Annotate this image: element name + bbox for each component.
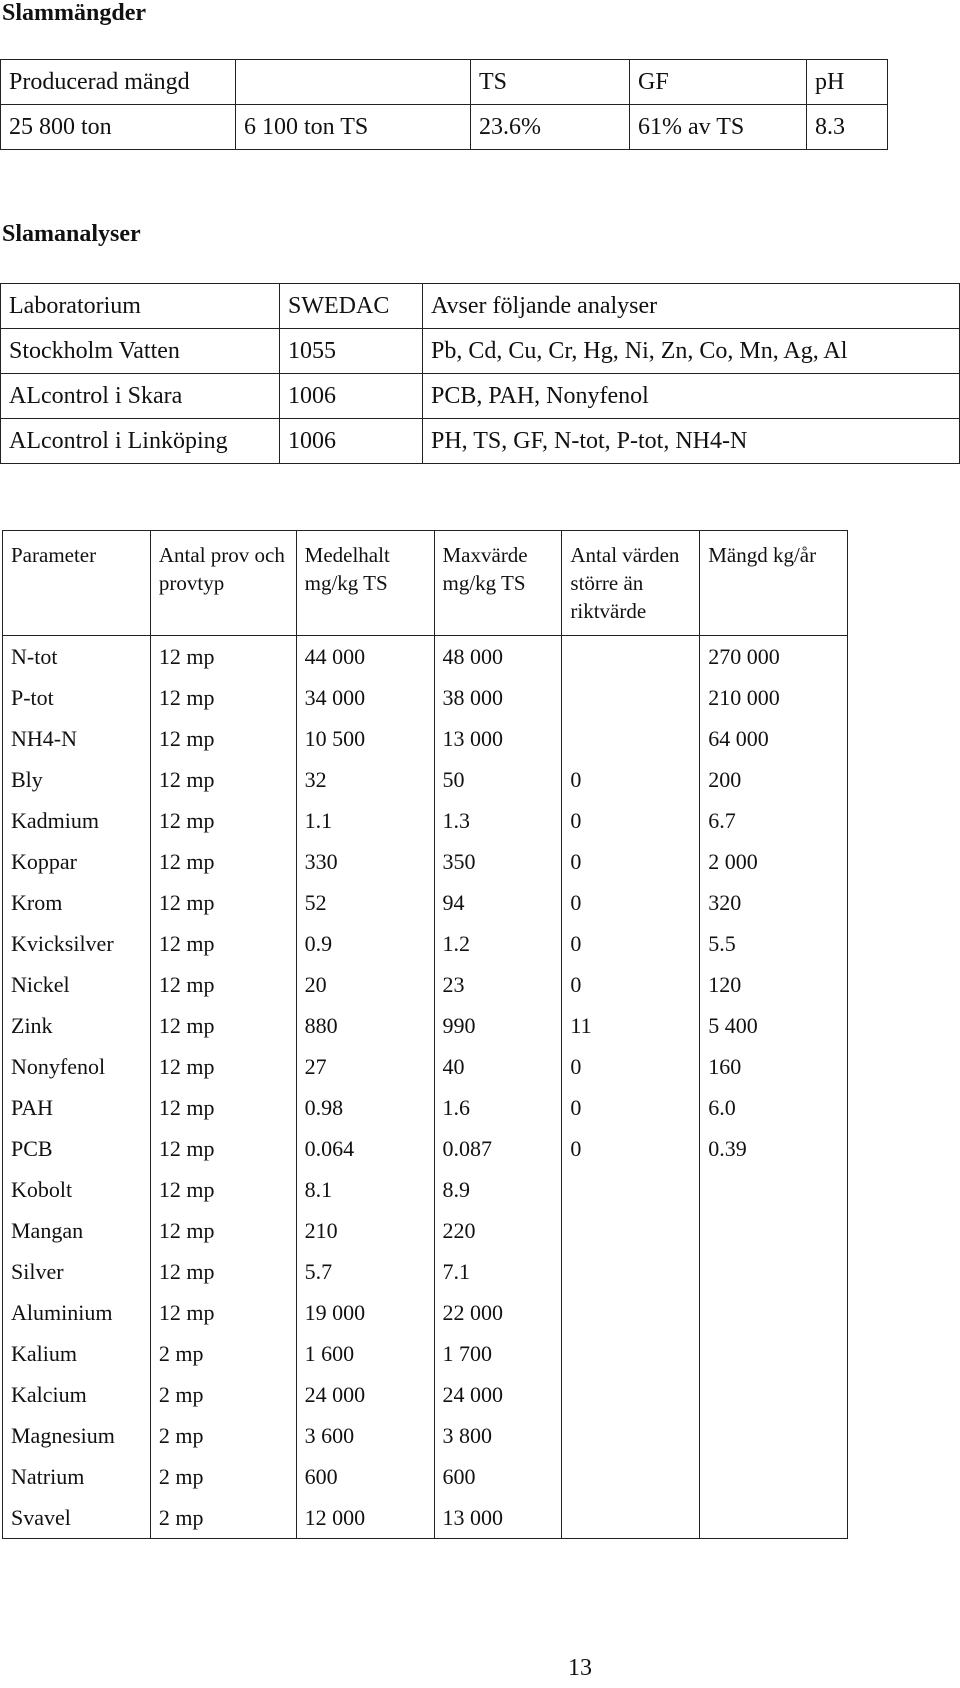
table-cell: 12 mp bbox=[150, 1292, 296, 1333]
table-row bbox=[3, 677, 848, 718]
table-row bbox=[1, 60, 888, 105]
table-cell: 3 800 bbox=[434, 1415, 562, 1456]
table-cell: 5.7 bbox=[296, 1251, 434, 1292]
table-cell bbox=[700, 1497, 848, 1539]
production-table bbox=[0, 59, 888, 150]
table-cell: 6.0 bbox=[700, 1087, 848, 1128]
table-cell: 2 mp bbox=[150, 1497, 296, 1539]
table-cell: 23.6% bbox=[471, 105, 630, 150]
table-row bbox=[3, 636, 848, 678]
table-cell: 38 000 bbox=[434, 677, 562, 718]
table-cell: 12 mp bbox=[150, 1046, 296, 1087]
table-cell bbox=[700, 1169, 848, 1210]
table-cell bbox=[562, 677, 700, 718]
table-cell: 8.9 bbox=[434, 1169, 562, 1210]
table-cell: 2 mp bbox=[150, 1374, 296, 1415]
table-row bbox=[3, 841, 848, 882]
column-header: Mängd kg/år bbox=[700, 531, 848, 636]
table-row bbox=[3, 800, 848, 841]
column-header: Medelhalt mg/kg TS bbox=[296, 531, 434, 636]
table-cell: 1 600 bbox=[296, 1333, 434, 1374]
table-row bbox=[3, 1169, 848, 1210]
table-cell: 24 000 bbox=[434, 1374, 562, 1415]
table-cell: 44 000 bbox=[296, 636, 434, 678]
table-cell bbox=[236, 60, 471, 105]
table-cell bbox=[700, 1456, 848, 1497]
table-cell: 7.1 bbox=[434, 1251, 562, 1292]
table-cell: 24 000 bbox=[296, 1374, 434, 1415]
table-row bbox=[3, 1292, 848, 1333]
table-row bbox=[3, 1415, 848, 1456]
table-cell: SWEDAC bbox=[280, 284, 423, 329]
table-cell bbox=[562, 636, 700, 678]
table-cell: Kalium bbox=[3, 1333, 151, 1374]
table-row bbox=[3, 923, 848, 964]
table-cell: Natrium bbox=[3, 1456, 151, 1497]
table-cell: 600 bbox=[296, 1456, 434, 1497]
table-row bbox=[3, 1005, 848, 1046]
table-cell: 8.1 bbox=[296, 1169, 434, 1210]
table-cell bbox=[562, 1415, 700, 1456]
table-cell: 12 mp bbox=[150, 1128, 296, 1169]
table-cell bbox=[700, 1333, 848, 1374]
table-row bbox=[3, 1128, 848, 1169]
table-cell: 210 000 bbox=[700, 677, 848, 718]
table-cell: 1055 bbox=[280, 329, 423, 374]
table-cell: 3 600 bbox=[296, 1415, 434, 1456]
table-cell: 94 bbox=[434, 882, 562, 923]
table-cell: Nickel bbox=[3, 964, 151, 1005]
table-cell: PH, TS, GF, N-tot, P-tot, NH4-N bbox=[423, 419, 960, 464]
laboratory-table bbox=[0, 283, 960, 464]
table-cell: Koppar bbox=[3, 841, 151, 882]
table-row bbox=[1, 374, 960, 419]
table-cell: 34 000 bbox=[296, 677, 434, 718]
table-cell: Stockholm Vatten bbox=[1, 329, 280, 374]
table-cell: 0.39 bbox=[700, 1128, 848, 1169]
table-cell bbox=[562, 1497, 700, 1539]
table-cell: 2 mp bbox=[150, 1456, 296, 1497]
table-cell: 32 bbox=[296, 759, 434, 800]
table-cell bbox=[562, 1292, 700, 1333]
table-cell: ALcontrol i Skara bbox=[1, 374, 280, 419]
table-cell: 22 000 bbox=[434, 1292, 562, 1333]
table-cell: Producerad mängd bbox=[1, 60, 236, 105]
table-cell: 0 bbox=[562, 1046, 700, 1087]
table-cell: 13 000 bbox=[434, 1497, 562, 1539]
column-header: Parameter bbox=[3, 531, 151, 636]
table-cell: TS bbox=[471, 60, 630, 105]
table-cell: 48 000 bbox=[434, 636, 562, 678]
table-row bbox=[3, 1087, 848, 1128]
table-cell: Svavel bbox=[3, 1497, 151, 1539]
table-cell: 61% av TS bbox=[630, 105, 807, 150]
table-cell: 25 800 ton bbox=[1, 105, 236, 150]
table-cell: 11 bbox=[562, 1005, 700, 1046]
table-cell: 210 bbox=[296, 1210, 434, 1251]
table-cell: Silver bbox=[3, 1251, 151, 1292]
table-cell bbox=[562, 1333, 700, 1374]
table-cell: 12 mp bbox=[150, 677, 296, 718]
table-cell: 8.3 bbox=[807, 105, 888, 150]
page-number: 13 bbox=[568, 1655, 592, 1681]
table-cell: 0.9 bbox=[296, 923, 434, 964]
table-cell bbox=[562, 1456, 700, 1497]
table-cell: 220 bbox=[434, 1210, 562, 1251]
table-cell bbox=[700, 1292, 848, 1333]
section-heading-slamanalyser: Slamanalyser bbox=[2, 221, 141, 247]
table-cell: Nonyfenol bbox=[3, 1046, 151, 1087]
table-cell: 0 bbox=[562, 923, 700, 964]
table-row bbox=[3, 1210, 848, 1251]
table-cell: 12 mp bbox=[150, 964, 296, 1005]
table-cell: 320 bbox=[700, 882, 848, 923]
table-row bbox=[3, 718, 848, 759]
table-cell: 12 mp bbox=[150, 882, 296, 923]
table-cell: 0 bbox=[562, 1087, 700, 1128]
table-row bbox=[3, 759, 848, 800]
table-cell: 12 mp bbox=[150, 1251, 296, 1292]
table-cell bbox=[700, 1251, 848, 1292]
table-cell bbox=[700, 1374, 848, 1415]
table-cell: 990 bbox=[434, 1005, 562, 1046]
table-cell: 12 mp bbox=[150, 841, 296, 882]
table-cell: 880 bbox=[296, 1005, 434, 1046]
table-cell: 200 bbox=[700, 759, 848, 800]
table-cell: 12 000 bbox=[296, 1497, 434, 1539]
table-cell: 1.2 bbox=[434, 923, 562, 964]
table-row bbox=[1, 105, 888, 150]
table-cell: 120 bbox=[700, 964, 848, 1005]
table-cell: 13 000 bbox=[434, 718, 562, 759]
table-cell: Kalcium bbox=[3, 1374, 151, 1415]
table-cell: Avser följande analyser bbox=[423, 284, 960, 329]
table-cell: 0.064 bbox=[296, 1128, 434, 1169]
table-cell: 160 bbox=[700, 1046, 848, 1087]
table-cell: PCB bbox=[3, 1128, 151, 1169]
table-cell: GF bbox=[630, 60, 807, 105]
table-cell: P-tot bbox=[3, 677, 151, 718]
table-cell: N-tot bbox=[3, 636, 151, 678]
table-row bbox=[3, 964, 848, 1005]
table-cell: Zink bbox=[3, 1005, 151, 1046]
table-cell: 270 000 bbox=[700, 636, 848, 678]
table-cell: 0 bbox=[562, 841, 700, 882]
table-cell bbox=[562, 1251, 700, 1292]
table-cell: 12 mp bbox=[150, 923, 296, 964]
table-cell: Bly bbox=[3, 759, 151, 800]
table-cell: 19 000 bbox=[296, 1292, 434, 1333]
table-cell: Kvicksilver bbox=[3, 923, 151, 964]
table-cell bbox=[700, 1415, 848, 1456]
table-cell: 2 mp bbox=[150, 1333, 296, 1374]
table-cell: 12 mp bbox=[150, 759, 296, 800]
table-cell: 0.087 bbox=[434, 1128, 562, 1169]
table-cell: Pb, Cd, Cu, Cr, Hg, Ni, Zn, Co, Mn, Ag, Al bbox=[423, 329, 960, 374]
table-cell: NH4-N bbox=[3, 718, 151, 759]
table-cell: PAH bbox=[3, 1087, 151, 1128]
table-cell: 0 bbox=[562, 759, 700, 800]
table-cell: Krom bbox=[3, 882, 151, 923]
table-cell: 10 500 bbox=[296, 718, 434, 759]
table-row bbox=[3, 1374, 848, 1415]
table-cell: 12 mp bbox=[150, 1169, 296, 1210]
table-cell: 0 bbox=[562, 1128, 700, 1169]
section-heading-slammangder: Slammängder bbox=[2, 0, 146, 26]
table-cell bbox=[562, 718, 700, 759]
table-cell: 12 mp bbox=[150, 1087, 296, 1128]
table-cell: 350 bbox=[434, 841, 562, 882]
table-row bbox=[1, 284, 960, 329]
table-cell: 40 bbox=[434, 1046, 562, 1087]
table-cell: 0 bbox=[562, 882, 700, 923]
results-body bbox=[3, 636, 848, 1539]
table-cell: 5 400 bbox=[700, 1005, 848, 1046]
table-cell: 52 bbox=[296, 882, 434, 923]
table-row bbox=[3, 1456, 848, 1497]
table-cell: 27 bbox=[296, 1046, 434, 1087]
table-row bbox=[1, 329, 960, 374]
table-cell: 0 bbox=[562, 800, 700, 841]
table-cell: 5.5 bbox=[700, 923, 848, 964]
table-row bbox=[3, 882, 848, 923]
table-cell: 0 bbox=[562, 964, 700, 1005]
table-cell bbox=[700, 1210, 848, 1251]
table-cell: 1.3 bbox=[434, 800, 562, 841]
table-cell: 1006 bbox=[280, 374, 423, 419]
table-cell: Kobolt bbox=[3, 1169, 151, 1210]
table-cell: 330 bbox=[296, 841, 434, 882]
table-cell: 1 700 bbox=[434, 1333, 562, 1374]
table-cell: PCB, PAH, Nonyfenol bbox=[423, 374, 960, 419]
table-cell: 12 mp bbox=[150, 1210, 296, 1251]
table-cell: Laboratorium bbox=[1, 284, 280, 329]
table-cell: 1.6 bbox=[434, 1087, 562, 1128]
table-cell: 1006 bbox=[280, 419, 423, 464]
table-row bbox=[1, 419, 960, 464]
table-cell: 6 100 ton TS bbox=[236, 105, 471, 150]
table-cell: 50 bbox=[434, 759, 562, 800]
table-cell: 1.1 bbox=[296, 800, 434, 841]
column-header: Antal värden större än riktvärde bbox=[562, 531, 700, 636]
table-row bbox=[3, 1046, 848, 1087]
table-cell: 6.7 bbox=[700, 800, 848, 841]
table-cell: Kadmium bbox=[3, 800, 151, 841]
table-cell: Magnesium bbox=[3, 1415, 151, 1456]
table-row bbox=[3, 1251, 848, 1292]
table-cell: 64 000 bbox=[700, 718, 848, 759]
table-cell: 2 mp bbox=[150, 1415, 296, 1456]
table-cell: pH bbox=[807, 60, 888, 105]
table-cell bbox=[562, 1210, 700, 1251]
table-header-row bbox=[3, 531, 848, 636]
table-cell: Aluminium bbox=[3, 1292, 151, 1333]
table-cell bbox=[562, 1169, 700, 1210]
table-cell: 12 mp bbox=[150, 636, 296, 678]
table-cell: 12 mp bbox=[150, 800, 296, 841]
table-cell: 12 mp bbox=[150, 718, 296, 759]
table-cell: 12 mp bbox=[150, 1005, 296, 1046]
analysis-results-table bbox=[2, 530, 848, 1539]
column-header: Antal prov och provtyp bbox=[150, 531, 296, 636]
table-cell bbox=[562, 1374, 700, 1415]
table-cell: 0.98 bbox=[296, 1087, 434, 1128]
table-cell: 600 bbox=[434, 1456, 562, 1497]
table-cell: 20 bbox=[296, 964, 434, 1005]
table-row bbox=[3, 1333, 848, 1374]
table-cell: Mangan bbox=[3, 1210, 151, 1251]
table-cell: ALcontrol i Linköping bbox=[1, 419, 280, 464]
column-header: Maxvärde mg/kg TS bbox=[434, 531, 562, 636]
table-row bbox=[3, 1497, 848, 1539]
table-cell: 23 bbox=[434, 964, 562, 1005]
table-cell: 2 000 bbox=[700, 841, 848, 882]
